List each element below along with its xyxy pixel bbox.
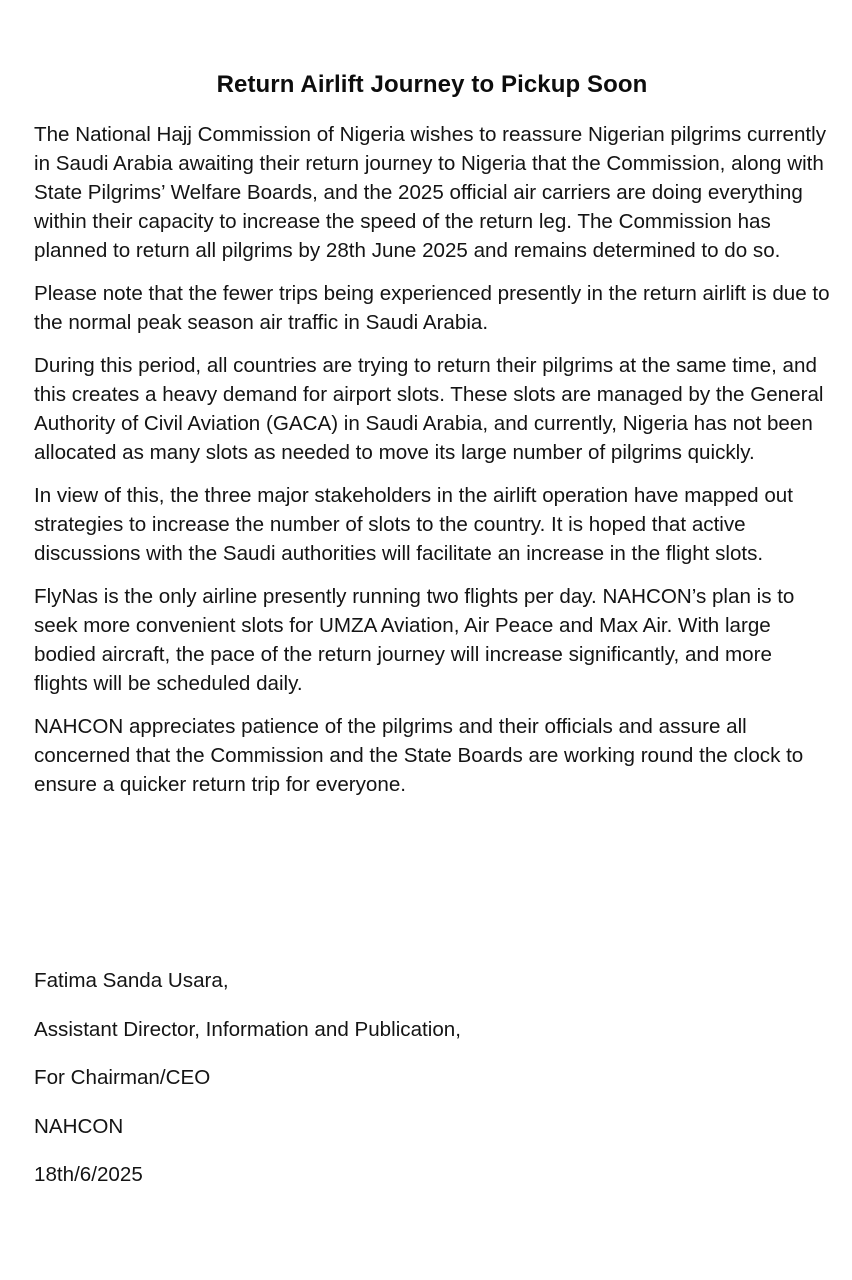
paragraph-reassurance: The National Hajj Commission of Nigeria wishes to reassure Nigerian pilgrims currently in Saudi Arabia awaiting their return journey to Nigeria that the Commission, along with State Pilgrims’ Welfare Boards, and the 2025 official air carriers are doing everything within their capacity to increase the speed of the return leg. The Commission has planned to return all pilgrims by 28th June 2025 and remains determined to do so.: [34, 123, 827, 262]
signatory-position: Assistant Director, Information and Publication,: [34, 1017, 461, 1041]
signature-block: [34, 966, 461, 1209]
signatory-name: Fatima Sanda Usara,: [34, 969, 229, 992]
paragraph-airlines: FlyNas is the only airline presently running two flights per day. NAHCON’s plan is to seek more convenient slots for UMZA Aviation, Air Peace and Max Air. With large bodied aircraft, the pace of the return journey will increase significantly, and more flights will be scheduled daily.: [34, 585, 795, 695]
paragraph-strategies: In view of this, the three major stakeholders in the airlift operation have mapped out strategies to increase the number of slots to the country. It is hoped that active discussions with the Saudi authorities will facilitate an increase in the flight slots.: [34, 484, 793, 565]
document-body: [34, 120, 830, 799]
signatory-organization: NAHCON: [34, 1114, 124, 1138]
paragraph-airport-slots: During this period, all countries are trying to return their pilgrims at the same time, and this creates a heavy demand for airport slots. These slots are managed by the General Authority of Civil Aviation (GACA) in Saudi Arabia, and currently, Nigeria has not been allocated as many slots as needed to move its large number of pilgrims quickly.: [34, 354, 824, 464]
paragraph-peak-season: Please note that the fewer trips being experienced presently in the return airlift is due to the normal peak season air traffic in Saudi Arabia.: [34, 282, 830, 334]
document-title: Return Airlift Journey to Pickup Soon: [216, 71, 648, 98]
document-date: 18th/6/2025: [34, 1163, 143, 1186]
paragraph-appreciation: NAHCON appreciates patience of the pilgrims and their officials and assure all concerned that the Commission and the State Boards are working round the clock to ensure a quicker return trip for everyone.: [34, 715, 804, 796]
signatory-on-behalf: For Chairman/CEO: [34, 1066, 211, 1089]
